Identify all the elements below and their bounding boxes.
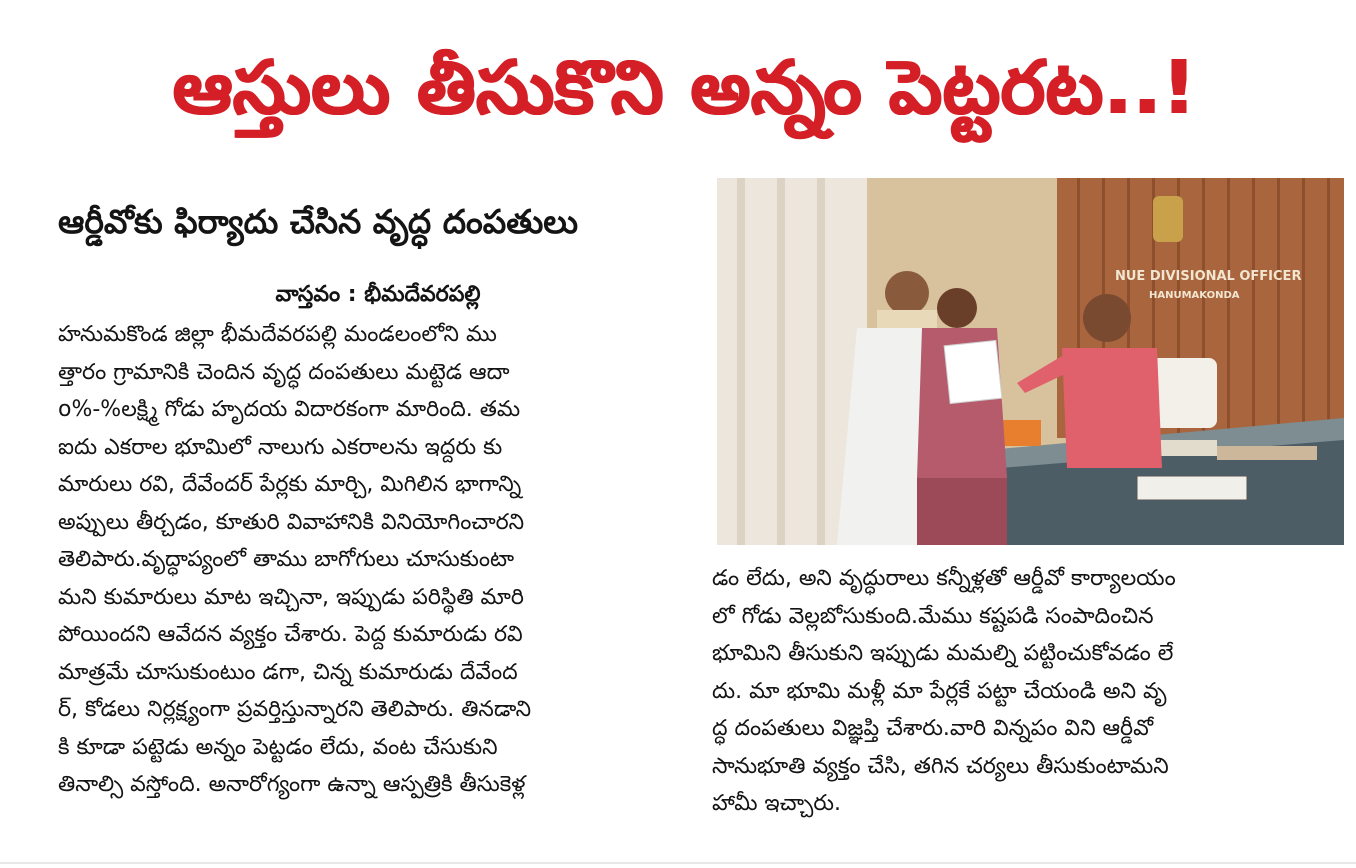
plaque-location: HANUMAKONDA [1149,290,1240,301]
body-line: తినాల్సి వస్తోంది. అనారోగ్యంగా ఉన్నా ఆస్పత్రికి తీసుకెళ్ల [58,772,526,797]
article-body-left-column [58,316,698,804]
body-line: కి కూడా పట్టెడు అన్నం పెట్టడం లేదు, వంట చేసుకుని [58,734,498,760]
body-line: సానుభూతి వ్యక్తం చేసి, తగిన చర్యలు తీసుకుంటామని [712,753,1169,779]
article-headline: ఆస్తులు తీసుకొని అన్నం పెట్టరట..! [173,45,1197,131]
plaque-title: NUE DIVISIONAL OFFICER [1115,269,1302,284]
article-body-right-column [712,560,1346,823]
body-line: మారులు రవి, దేవేందర్ పేర్లకు మార్చి, మిగిలిన భాగాన్ని [58,472,522,497]
body-line: లో గోడు వెల్లబోసుకుంది.మేము కష్టపడి సంపాదించిన [712,603,1154,629]
photo-illustration [717,178,1344,545]
body-line: హామీ ఇచ్చారు. [712,791,842,816]
body-line: ఐదు ఎకరాల భూమిలో నాలుగు ఎకరాలను ఇద్దరు కు [58,434,503,460]
article-dateline: వాస్తవం : భీమదేవరపల్లి [275,282,481,307]
article-subheadline: ఆర్డీవోకు ఫిర్యాదు చేసిన వృద్ధ దంపతులు [58,202,579,241]
body-line: దు. మా భూమి మళ్లీ మా పేర్లకే పట్టా చేయండి అని వృ [712,678,1167,704]
body-line: అప్పులు తీర్చడం, కూతురి వివాహానికి వినియోగించారని [58,509,525,535]
article-photo [717,178,1344,545]
body-line: డం లేదు, అని వృద్ధురాలు కన్నీళ్లతో ఆర్డీవో కార్యాలయం [712,566,1176,591]
body-line: మని కుమారులు మాట ఇచ్చినా, ఇప్పుడు పరిస్థితి మారి [58,584,524,610]
body-line: హనుమకొండ జిల్లా భీమదేవరపల్లి మండలంలోని ము [58,322,497,347]
body-line: మాత్రమే చూసుకుంటుం డగా, చిన్న కుమారుడు దేవేంద [58,659,518,685]
body-line: పోయిందని ఆవేదన వ్యక్తం చేశారు. పెద్ద కుమారుడు రవి [58,622,523,647]
body-line: భూమిని తీసుకుని ఇప్పుడు మమల్ని పట్టించుకోవడం లే [712,641,1174,666]
body-line: ద్ధ దంపతులు విజ్ఞప్తి చేశారు.వారి విన్నపం విని ఆర్డీవో [712,716,1154,741]
body-line: o%-%లక్ష్మి గోడు హృదయ విదారకంగా మారింది. తమ [58,397,521,422]
page-divider [0,862,1356,864]
body-line: ర్, కోడలు నిర్లక్ష్యంగా ప్రవర్తిస్తున్నారని తెలిపారు. తినడాని [58,697,532,722]
body-line: త్తారం గ్రామానికి చెందిన వృద్ధ దంపతులు మట్టెడ ఆదా [58,359,510,385]
body-line: తెలిపారు.వృద్ధాప్యంలో తాము బాగోగులు చూసుకుంటా [58,547,515,572]
